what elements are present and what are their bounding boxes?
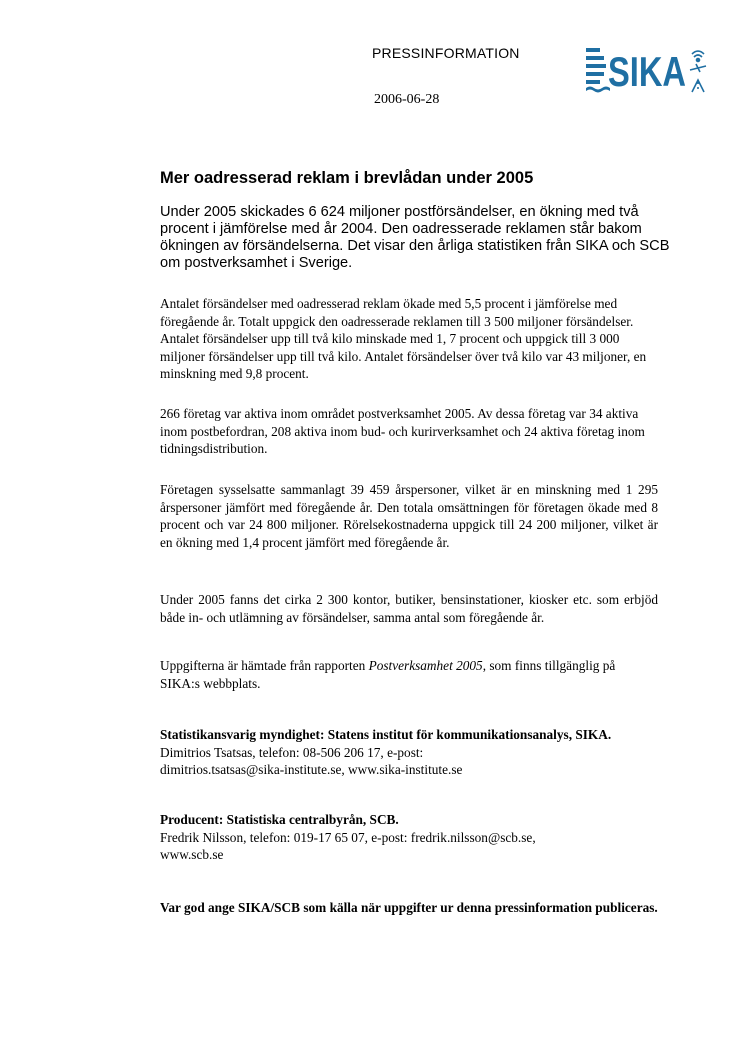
contact-heading: Producent: Statistiska centralbyrån, SCB. [160, 812, 399, 827]
footer-note: Var god ange SIKA/SCB som källa när uppgifter ur denna pressinformation publiceras. [160, 900, 658, 915]
paragraph-reklam: Antalet försändelser med oadresserad reklam ökade med 5,5 procent i jämförelse med föregående år. Totalt uppgick den oadresserade reklamen till 3 500 miljoner försändelser. Antalet försändelser upp till två kilo minskade med 1, 7 procent och uppgick till 3 000 miljoner försändelser upp till två kilo. Antalet försändelser över två kilo var 43 miljoner, en minskning med 9,8 procent. [160, 296, 647, 381]
logo-text: SIKA [608, 48, 686, 95]
report-title: Postverksamhet 2005 [368, 658, 483, 673]
contact-line: Dimitrios Tsatsas, telefon: 08-506 206 17, e-post: [160, 744, 424, 760]
paragraph-kontor: Under 2005 fanns det cirka 2 300 kontor, butiker, bensinstationer, kiosker etc. som erbjöd både in- och utlämning av försändelser, samma antal som föregående år. [160, 592, 658, 625]
contact-heading: Statistikansvarig myndighet: Statens institut för kommunikationsanalys, SIKA. [160, 727, 612, 742]
paragraph-foretag: 266 företag var aktiva inom området postverksamhet 2005. Av dessa företag var 34 aktiva inom postbefordran, 208 aktiva inom bud- och kurirverksamhet och 24 aktiva företag inom tidningsdistribution. [160, 406, 645, 456]
paragraph-sysselsatte: Företagen sysselsatte sammanlagt 39 459 årspersoner, vilket är en minskning med 1 295 årspersoner jämfört med föregående år. Den totala omsättningen för företagen ökade med 8 procent och var 24 800 miljoner. Rörelsekostnaderna uppgick till 24 200 miljoner, vilket är en ökning med 1,4 procent jämfört med föregående år. [160, 482, 658, 550]
contact-scb [160, 811, 660, 864]
contact-line: dimitrios.tsatsas@sika-institute.se, www.sika-institute.se [160, 762, 463, 777]
headline: Mer oadresserad reklam i brevlådan under 2005 [160, 169, 534, 187]
sika-logo [586, 42, 710, 96]
lead-paragraph: Under 2005 skickades 6 624 miljoner postförsändelser, en ökning med två procent i jämförelse med år 2004. Den oadresserade reklamen står bakom ökningen av försändelserna. Det visar den årliga statistiken från SIKA och SCB om postverksamhet i Sverige. [160, 204, 670, 271]
source-note [160, 657, 658, 692]
source-note-after: , som finns tillgänglig på SIKA:s webbplats. [160, 658, 616, 691]
contact-line: Fredrik Nilsson, telefon: 019-17 65 07, e-post: fredrik.nilsson@scb.se, [160, 829, 536, 845]
contact-sika [160, 726, 660, 779]
contact-line: www.scb.se [160, 847, 224, 862]
press-label: PRESSINFORMATION [372, 45, 520, 61]
press-date: 2006-06-28 [374, 92, 440, 107]
source-note-before: Uppgifterna är hämtade från rapporten [160, 658, 369, 673]
